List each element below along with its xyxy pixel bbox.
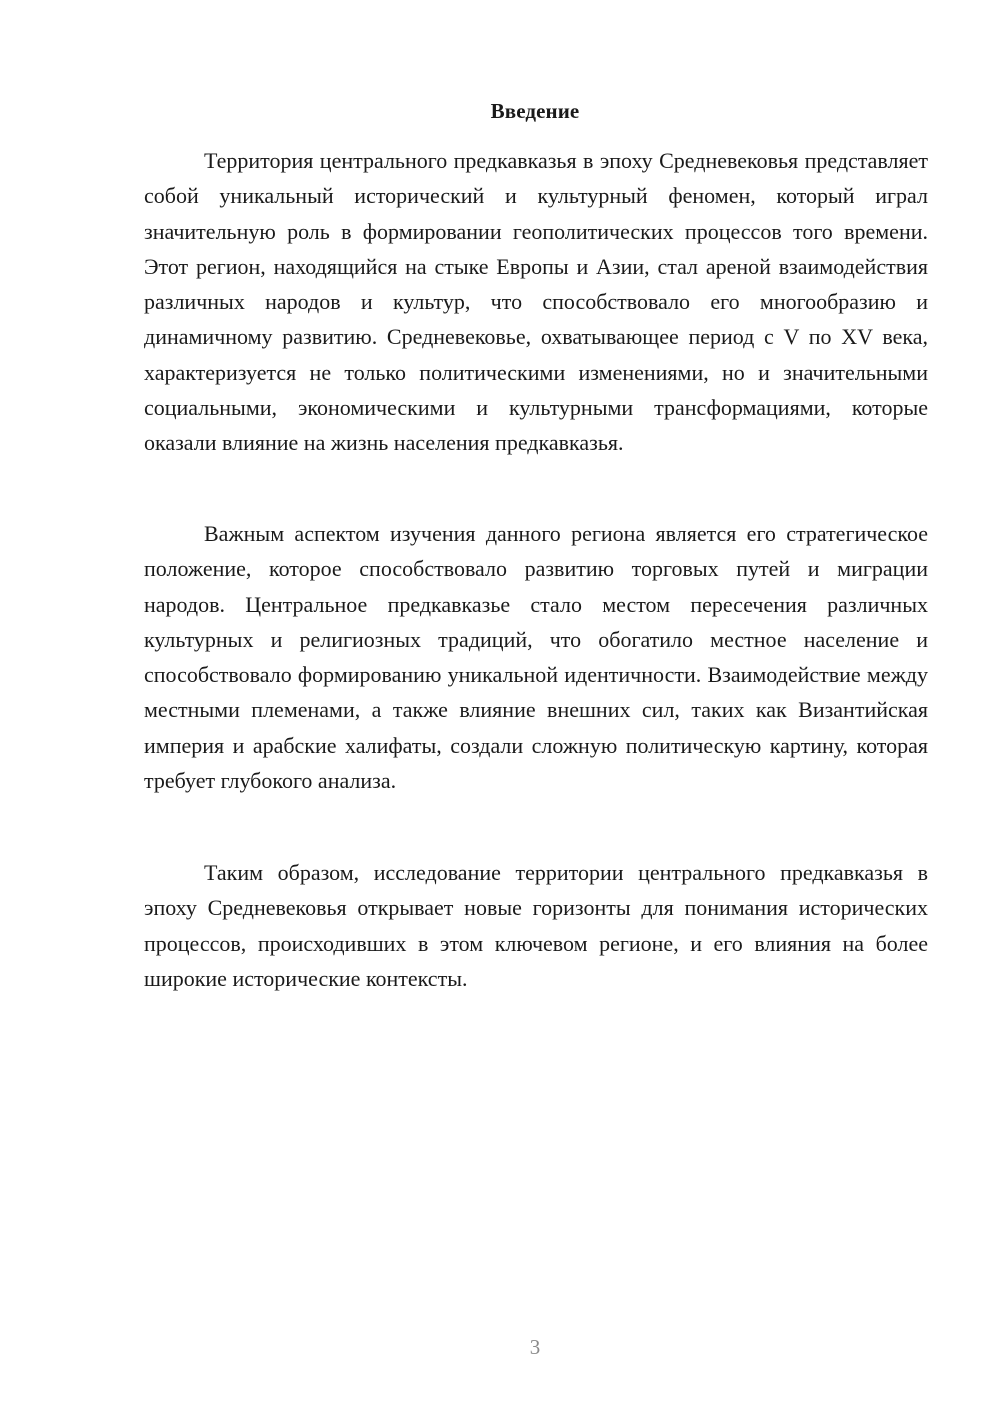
paragraph: Территория центрального предкавказья в эпоху Средневековья представляет собой уникальный исторический и культурный феномен, который играл значительную роль в формировании геополитических процессов того времени. Этот регион, находящийся на стыке Европы и Азии, стал ареной взаимодействия различных народов и культур, что способствовало его многообразию и динамичному развитию. Средневековье, охватывающее период с V по XV века, характеризуется не только политическими изменениями, но и значительными социальными, экономическими и культурными трансформациями, которые оказали влияние на жизнь населения предкавказья. [144, 148, 928, 456]
paragraph-3-block [144, 855, 928, 996]
paragraph: Таким образом, исследование территории центрального предкавказья в эпоху Средневековья открывает новые горизонты для понимания исторических процессов, происходивших в этом ключевом регионе, и его влияния на более широкие исторические контексты. [144, 860, 928, 991]
page-number: 3 [529, 1335, 541, 1359]
paragraph: Важным аспектом изучения данного региона является его стратегическое положение, которое способствовало развитию торговых путей и миграции народов. Центральное предкавказье стало местом пересечения различных культурных и религиозных традиций, что обогатило местное население и способствовало формированию уникальной идентичности. Взаимодействие между местными племенами, а также влияние внешних сил, таких как Византийская империя и арабские халифаты, создали сложную политическую картину, которая требует глубокого анализа. [144, 521, 928, 794]
paragraph-2-block [144, 516, 928, 798]
paragraph-1-block [144, 143, 928, 461]
page-title: Введение [490, 99, 580, 123]
